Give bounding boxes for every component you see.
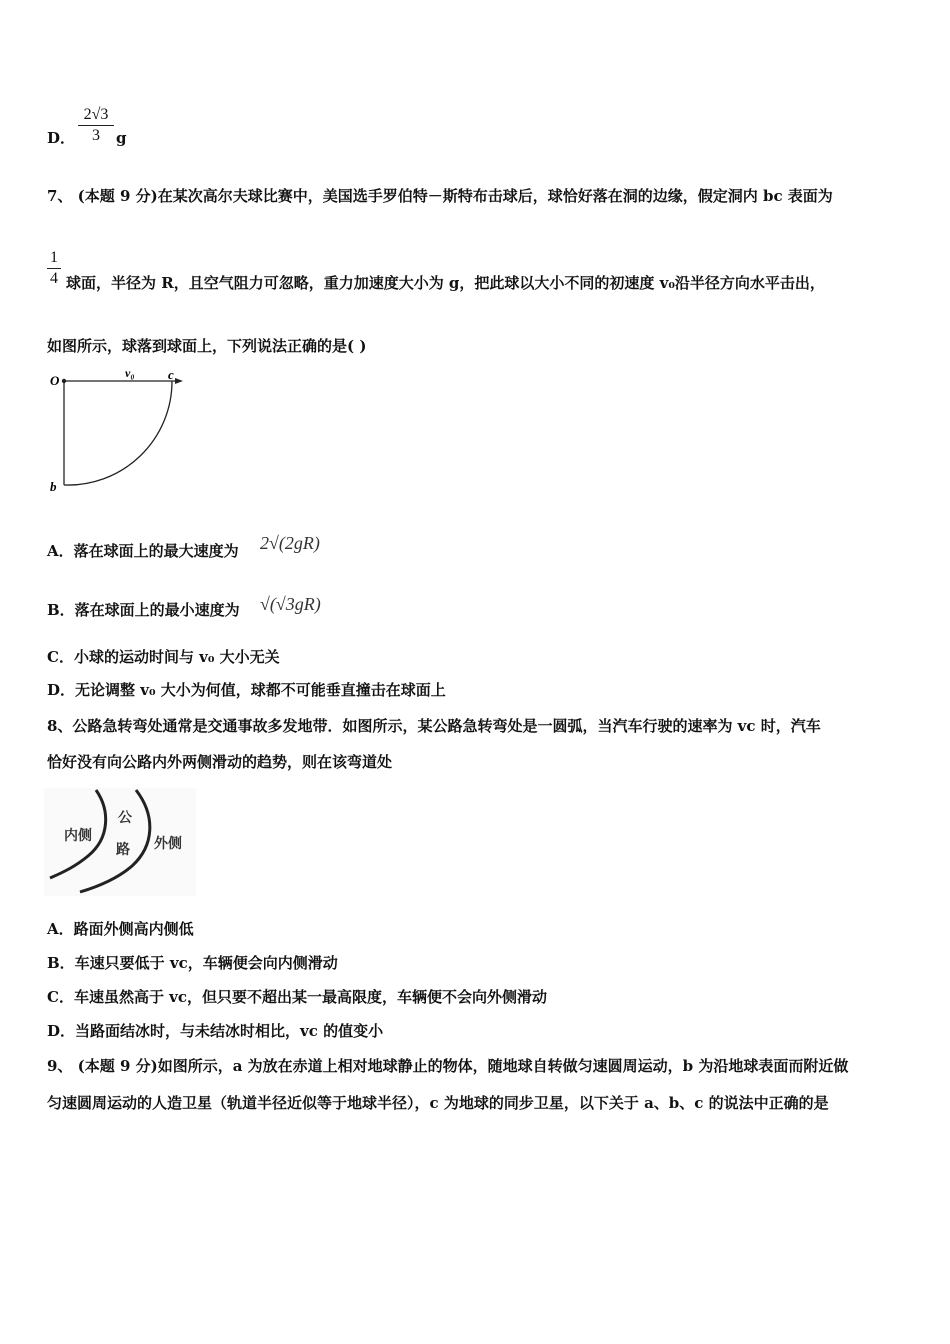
q7-stem-line1: 7、 (本题 9 分)在某次高尔夫球比赛中，美国选手罗伯特－斯特布击球后，球恰好落在洞的边缘，假定洞内 bc 表面为	[47, 187, 833, 205]
q7-stem-line3: 如图所示，球落到球面上，下列说法正确的是( )	[47, 337, 367, 355]
q9-stem-line2: 匀速圆周运动的人造卫星（轨道半径近似等于地球半径），c 为地球的同步卫星，以下关于 a、b、c 的说法中正确的是	[47, 1094, 829, 1112]
arc-bc	[64, 381, 172, 485]
fraction-denominator: 4	[50, 270, 58, 287]
q7-option-b: B．落在球面上的最小速度为	[47, 601, 240, 619]
q7-option-a-math: 2√(2gR)	[260, 533, 320, 553]
q8-option-a: A．路面外侧高内侧低	[47, 920, 194, 938]
label-inner-side: 内侧	[64, 829, 92, 844]
q7-option-a: A．落在球面上的最大速度为	[47, 542, 239, 560]
fraction-numerator: 2√3	[83, 106, 109, 123]
q7-quarter-fraction	[47, 249, 61, 288]
q8-option-c: C．车速虽然高于 vc，但只要不超出某一最高限度，车辆便不会向外侧滑动	[47, 988, 548, 1006]
label-road-1: 公	[118, 811, 132, 826]
label-road-2: 路	[116, 843, 130, 858]
label-v0: v₀	[125, 366, 135, 380]
label-o: O	[50, 373, 60, 388]
q8-road-figure	[44, 788, 196, 896]
v0-arrow-head	[175, 378, 183, 384]
q9-stem-line1: 9、 (本题 9 分)如图所示，a 为放在赤道上相对地球静止的物体，随地球自转做匀速圆周运动，b 为沿地球表面而附近做	[47, 1057, 849, 1075]
q7-option-c: C．小球的运动时间与 v₀ 大小无关	[47, 648, 280, 666]
label-c: c	[168, 367, 174, 382]
q7-stem-line2: 球面，半径为 R，且空气阻力可忽略，重力加速度大小为 g，把此球以大小不同的初速度 v₀沿半径方向水平击出，	[66, 274, 825, 292]
q8-stem-line1: 8、公路急转弯处通常是交通事故多发地带．如图所示，某公路急转弯处是一圆弧，当汽车行驶的速率为 vc 时，汽车	[47, 717, 821, 735]
fraction-denominator: 3	[92, 127, 100, 144]
q6-option-d-fraction	[78, 106, 114, 145]
q7-option-b-math: √(√3gR)	[260, 594, 321, 614]
q6-option-d-suffix: g	[116, 129, 127, 147]
label-b: b	[50, 479, 57, 494]
q7-figure	[45, 363, 190, 498]
fraction-numerator: 1	[50, 249, 58, 266]
q8-option-b: B．车速只要低于 vc，车辆便会向内侧滑动	[47, 954, 338, 972]
q8-option-d: D．当路面结冰时，与未结冰时相比，vc 的值变小	[47, 1022, 384, 1040]
q7-option-d: D．无论调整 v₀ 大小为何值，球都不可能垂直撞击在球面上	[47, 681, 446, 699]
q6-option-d-label: D．	[47, 129, 76, 147]
label-outer-side: 外侧	[154, 837, 182, 852]
q8-stem-line2: 恰好没有向公路内外两侧滑动的趋势，则在该弯道处	[47, 753, 393, 771]
